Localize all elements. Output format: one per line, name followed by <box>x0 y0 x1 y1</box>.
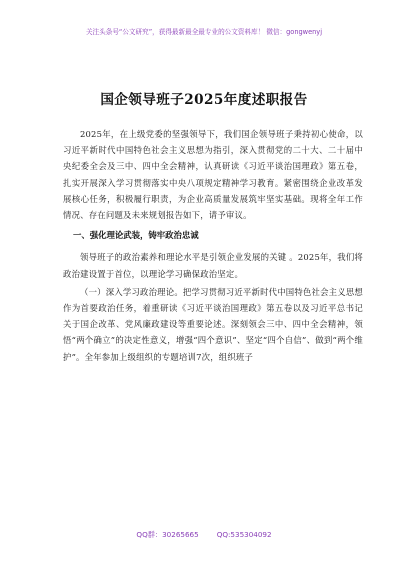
footer-banner <box>0 530 408 540</box>
subsection-paragraph: （一）深入学习政治理论。把学习贯彻习近平新时代中国特色社会主义思想作为首要政治任务，着重研读《习近平谈治国理政》第五卷以及习近平总书记关于国企改革、党风廉政建设等重要论述。深刻领会三中、四中全会精神，领悟“两个确立”的决定性意义，增强“四个意识”、坚定“四个自信”、做到“两个维护”。全年参加上级组织的专题培训7次，组织班子 <box>63 286 363 362</box>
document-body <box>63 126 363 365</box>
section-intro-paragraph: 领导班子的政治素养和理论水平是引领企业发展的关键 。2025年，我们将政治建设置于首位，以理论学习确保政治坚定。 <box>63 252 363 279</box>
footer-qq-number: QQ:535304092 <box>216 530 272 539</box>
header-banner: 关注头条号“公文研究”，获得最新最全最专业的公文资料库！ 微信：gongwenyj <box>85 28 323 36</box>
intro-paragraph: 2025年，在上级党委的坚强领导下，我们国企领导班子秉持初心使命，以习近平新时代中国特色社会主义思想为指引，深入贯彻党的二十大、二十届中央纪委全会及三中、四中全会精神，认真研读《习近平谈治国理政》第五卷，扎实开展深入学习贯彻落实中央八项规定精神学习教育。紧密围绕企业改革发展核心任务，积极履行职责，为企业高质量发展筑牢坚实基础。现将全年工作情况、存在问题及未来规划报告如下，请予审议。 <box>63 129 363 221</box>
section-heading: 一、强化理论武装，铸牢政治忠诚 <box>73 230 199 241</box>
footer-qq-group: QQ群：30265665 <box>136 530 199 539</box>
document-title: 国企领导班子2025年度述职报告 <box>100 92 308 108</box>
